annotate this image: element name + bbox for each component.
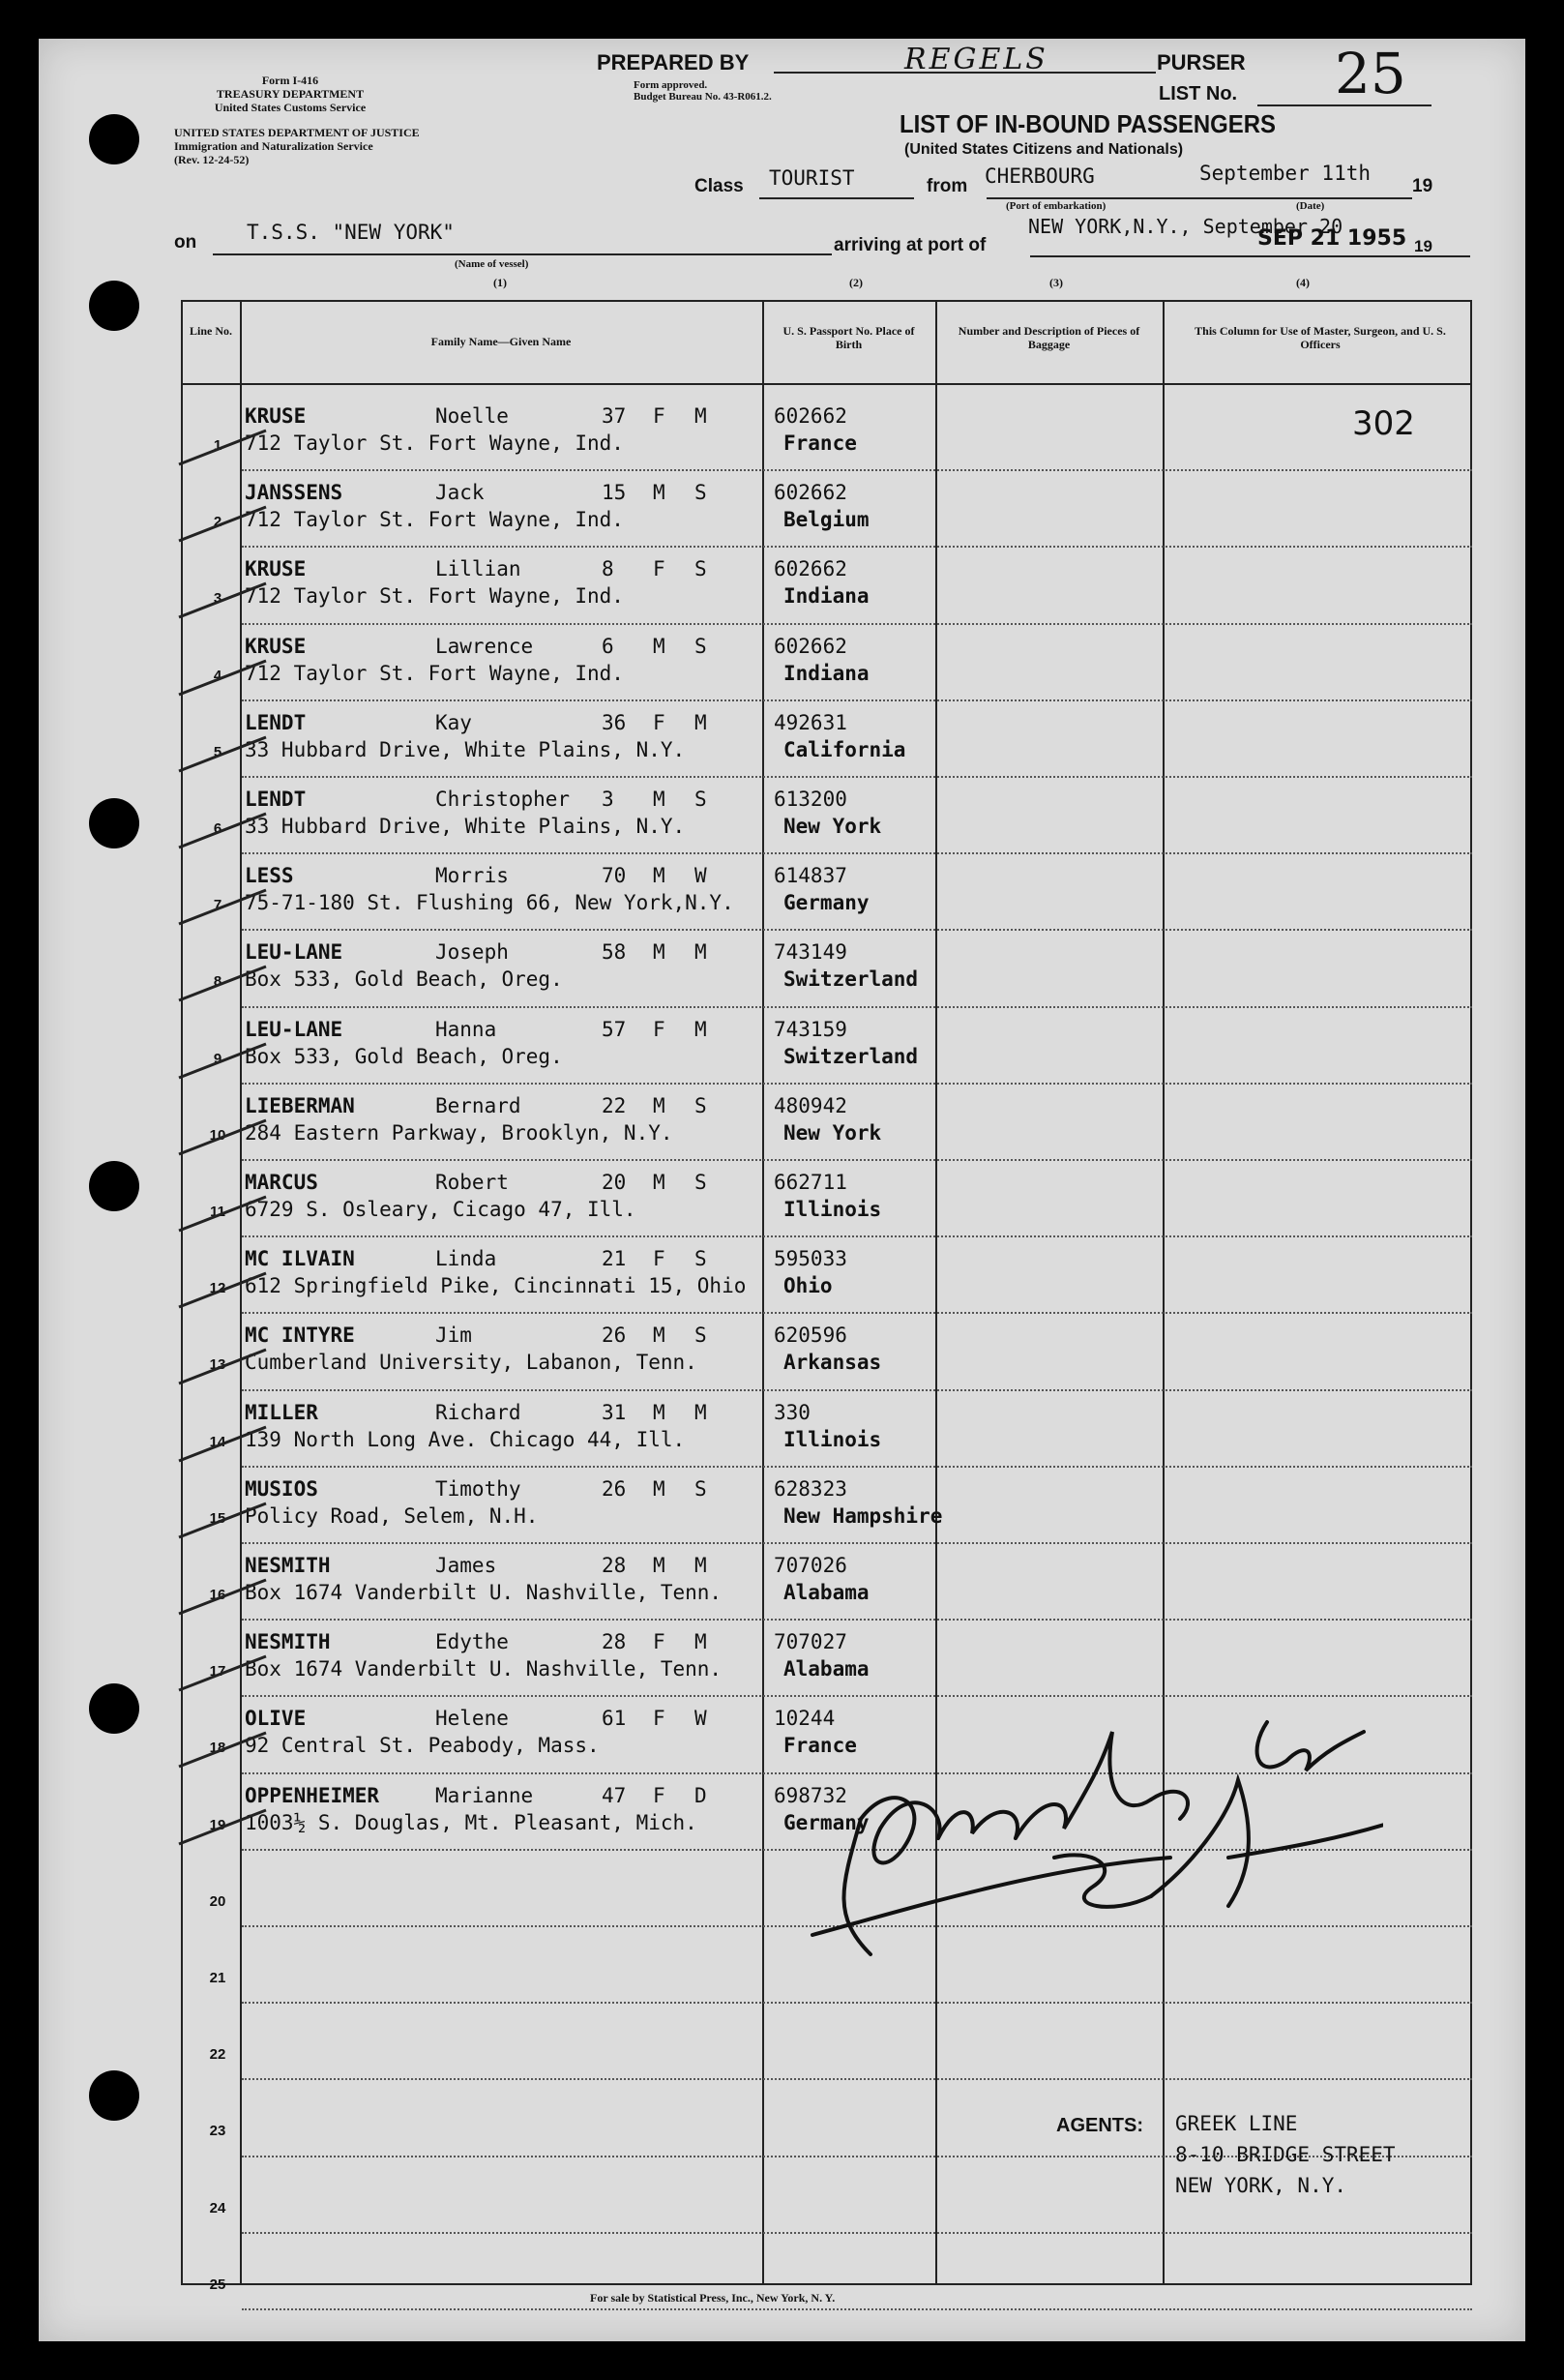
passenger-given-name: Linda (435, 1247, 497, 1271)
row-divider (242, 1312, 1472, 1314)
row-divider (242, 469, 1472, 471)
passenger-marital-status: M (694, 1630, 707, 1654)
line-number: 7 (213, 897, 222, 914)
passenger-family-name: MILLER (245, 1400, 318, 1424)
list-subtitle: (United States Citizens and Nationals) (904, 141, 1184, 158)
line-number: 8 (213, 973, 222, 991)
passenger-given-name: Hanna (435, 1017, 497, 1041)
passport-number: 10244 (774, 1707, 836, 1731)
passenger-marital-status: W (694, 1707, 707, 1731)
passenger-family-name: KRUSE (245, 634, 307, 658)
passenger-family-name: LENDT (245, 710, 307, 734)
passenger-family-name: NESMITH (245, 1630, 331, 1654)
passenger-address: Cumberland University, Labanon, Tenn. (245, 1351, 697, 1375)
passenger-sex: M (653, 634, 665, 658)
passenger-sex: F (653, 557, 665, 581)
passport-number: 707027 (774, 1630, 847, 1654)
passenger-given-name: Jack (435, 481, 485, 505)
header-line-no: Line No. (189, 324, 232, 338)
passenger-given-name: Christopher (435, 788, 571, 811)
passenger-address: Box 533, Gold Beach, Oreg. (245, 967, 563, 992)
from-label: from (927, 176, 968, 196)
passenger-age: 20 (602, 1171, 627, 1194)
punch-hole (89, 1683, 139, 1734)
row-divider (242, 623, 1472, 625)
passenger-address: 1003½ S. Douglas, Mt. Pleasant, Mich. (245, 1810, 697, 1834)
passenger-given-name: Richard (435, 1400, 521, 1424)
form-block (164, 74, 416, 114)
handwritten-signature (803, 1674, 1383, 1964)
passenger-age: 36 (602, 710, 627, 734)
line-number: 2 (213, 514, 222, 531)
place-of-birth: Switzerland (783, 967, 919, 992)
line-number: 12 (209, 1280, 226, 1297)
passenger-sex: M (653, 1554, 665, 1577)
place-of-birth: Indiana (783, 661, 870, 685)
passport-number: 628323 (774, 1476, 847, 1501)
prepared-by-label: PREPARED BY (597, 50, 750, 74)
check-mark-icon (174, 1096, 271, 1164)
row-divider (242, 2002, 1472, 2004)
line-number: 10 (209, 1126, 226, 1144)
year-label: 19 (1412, 176, 1433, 196)
passenger-sex: F (653, 1707, 665, 1731)
passenger-age: 70 (602, 864, 627, 888)
line-number: 16 (209, 1587, 226, 1603)
passenger-age: 58 (602, 940, 627, 965)
col-num-3: (3) (1049, 276, 1063, 289)
punch-hole (89, 114, 139, 164)
agent-city: NEW YORK, N.Y. (1175, 2174, 1347, 2197)
punch-hole (89, 1161, 139, 1211)
line-number: 22 (209, 2046, 226, 2064)
passenger-family-name: JANSSENS (245, 481, 343, 505)
agents-label: AGENTS: (1056, 2115, 1143, 2136)
passport-number: 620596 (774, 1324, 847, 1348)
check-mark-icon (174, 406, 271, 474)
passenger-address: Policy Road, Selem, N.H. (245, 1503, 539, 1528)
table-bottom-border (181, 2283, 1472, 2285)
col-num-4: (4) (1296, 276, 1310, 289)
place-of-birth: Germany (783, 891, 870, 915)
passenger-given-name: Lillian (435, 557, 521, 581)
passenger-age: 37 (602, 404, 627, 428)
place-of-birth: Alabama (783, 1581, 870, 1604)
place-of-birth: Switzerland (783, 1044, 919, 1068)
check-mark-icon (174, 942, 271, 1010)
check-mark-icon (174, 1786, 271, 1854)
passenger-sex: M (653, 1093, 665, 1117)
line-number: 20 (209, 1892, 226, 1910)
passenger-sex: M (653, 940, 665, 965)
header-officers: This Column for Use of Master, Surgeon, and U. S. Officers (1195, 324, 1446, 351)
passenger-address: 92 Central St. Peabody, Mass. (245, 1734, 600, 1758)
printer-footer: For sale by Statistical Press, Inc., New York, N. Y. (590, 2291, 836, 2305)
passenger-sex: M (653, 1324, 665, 1348)
place-of-birth: Arkansas (783, 1351, 882, 1375)
passenger-sex: M (653, 864, 665, 888)
passenger-age: 6 (602, 634, 614, 658)
passenger-given-name: Bernard (435, 1093, 521, 1117)
line-number: 18 (209, 1740, 226, 1757)
line-number: 15 (209, 1509, 226, 1527)
on-label: on (174, 232, 197, 253)
check-mark-icon (174, 1479, 271, 1547)
form-block-justice (174, 126, 561, 166)
line-number: 11 (210, 1204, 225, 1220)
line-number: 13 (209, 1356, 226, 1374)
line-number: 21 (209, 1970, 226, 1986)
check-mark-icon (174, 1632, 271, 1700)
passenger-address: 712 Taylor St. Fort Wayne, Ind. (245, 508, 624, 532)
passenger-age: 15 (602, 481, 627, 505)
embarkation-date: September 11th (1199, 162, 1372, 185)
list-no-label: LIST No. (1159, 83, 1238, 104)
passport-number: 330 (774, 1400, 811, 1424)
header-bottom-border (181, 383, 1472, 385)
passenger-marital-status: S (694, 1247, 707, 1271)
arrival-underline (1030, 255, 1470, 257)
passenger-age: 28 (602, 1630, 627, 1654)
passenger-given-name: Jim (435, 1324, 472, 1348)
passenger-marital-status: M (694, 710, 707, 734)
row-divider (242, 699, 1472, 701)
header-passport: U. S. Passport No. Place of Birth (782, 324, 915, 351)
passenger-marital-status: M (694, 1554, 707, 1577)
place-of-birth: Illinois (783, 1198, 882, 1221)
passenger-marital-status: S (694, 1324, 707, 1348)
row-divider (242, 546, 1472, 548)
passenger-address: 75-71-180 St. Flushing 66, New York,N.Y. (245, 891, 734, 915)
vessel-name: T.S.S. "NEW YORK" (247, 221, 455, 244)
passenger-family-name: MARCUS (245, 1171, 318, 1194)
punch-hole (89, 798, 139, 848)
passenger-family-name: KRUSE (245, 404, 307, 428)
row-divider (242, 1389, 1472, 1391)
vessel-caption: (Name of vessel) (455, 258, 529, 270)
list-title: LIST OF IN-BOUND PASSENGERS (900, 109, 1276, 138)
check-mark-icon (174, 637, 271, 704)
place-of-birth: New York (783, 815, 882, 838)
passport-number: 662711 (774, 1171, 847, 1194)
place-of-birth: New Hampshire (783, 1503, 943, 1528)
passenger-sex: F (653, 1247, 665, 1271)
passenger-age: 57 (602, 1017, 627, 1041)
passenger-given-name: Timothy (435, 1476, 521, 1501)
passenger-address: 712 Taylor St. Fort Wayne, Ind. (245, 431, 624, 455)
passport-number: 602662 (774, 481, 847, 505)
passenger-marital-status: S (694, 1171, 707, 1194)
passenger-age: 26 (602, 1476, 627, 1501)
passenger-sex: F (653, 710, 665, 734)
header-baggage: Number and Description of Pieces of Baggage (958, 324, 1140, 351)
check-mark-icon (174, 1403, 271, 1471)
dept-treasury-sub: United States Customs Service (214, 101, 367, 114)
passport-number: 602662 (774, 404, 847, 428)
row-divider (242, 929, 1472, 931)
passenger-sex: M (653, 1400, 665, 1424)
dept-justice-sub: Immigration and Naturalization Service (174, 139, 373, 153)
passenger-given-name: James (435, 1554, 497, 1577)
passenger-marital-status: S (694, 481, 707, 505)
place-of-birth: New York (783, 1120, 882, 1145)
passenger-family-name: MUSIOS (245, 1476, 318, 1501)
passenger-marital-status: S (694, 557, 707, 581)
passenger-address: 6729 S. Osleary, Cicago 47, Ill. (245, 1198, 636, 1221)
col-num-2: (2) (849, 276, 863, 289)
passenger-family-name: LESS (245, 864, 294, 888)
passport-number: 707026 (774, 1554, 847, 1577)
passenger-family-name: OLIVE (245, 1707, 307, 1731)
passport-number: 698732 (774, 1783, 847, 1807)
passenger-marital-status: M (694, 1017, 707, 1041)
vessel-underline (213, 253, 832, 255)
passenger-marital-status: S (694, 788, 707, 811)
passenger-family-name: NESMITH (245, 1554, 331, 1577)
passenger-address: 712 Taylor St. Fort Wayne, Ind. (245, 661, 624, 685)
baggage-divider (1163, 300, 1165, 2283)
passenger-given-name: Morris (435, 864, 509, 888)
form-number: Form I-416 (261, 74, 319, 87)
passenger-given-name: Kay (435, 710, 472, 734)
line-number: 23 (209, 2123, 226, 2140)
passenger-marital-status: M (694, 404, 707, 428)
budget-bureau-line: Budget Bureau No. 43-R061.2. (634, 91, 772, 103)
row-divider (242, 2078, 1472, 2080)
passenger-age: 61 (602, 1707, 627, 1731)
passenger-family-name: LIEBERMAN (245, 1093, 355, 1117)
agent-street: 8-10 BRIDGE STREET (1175, 2143, 1396, 2166)
passenger-given-name: Marianne (435, 1783, 534, 1807)
port-of-embarkation: CHERBOURG (985, 164, 1095, 188)
check-mark-icon (174, 1556, 271, 1623)
table-top-border (181, 300, 1472, 302)
line-number: 19 (209, 1816, 226, 1833)
dept-justice: UNITED STATES DEPARTMENT OF JUSTICE (174, 126, 420, 139)
line-number: 9 (213, 1050, 222, 1067)
place-of-birth: France (783, 431, 857, 455)
passenger-marital-status: M (694, 1400, 707, 1424)
passenger-address: Box 1674 Vanderbilt U. Nashville, Tenn. (245, 1581, 723, 1604)
line-number: 6 (213, 820, 222, 837)
passport-number: 743159 (774, 1017, 847, 1041)
port-caption: (Port of embarkation) (1006, 200, 1107, 212)
passenger-age: 22 (602, 1093, 627, 1117)
passenger-sex: M (653, 1476, 665, 1501)
passenger-sex: F (653, 1783, 665, 1807)
check-mark-icon (174, 866, 271, 934)
passenger-age: 8 (602, 557, 614, 581)
dept-treasury: TREASURY DEPARTMENT (216, 87, 365, 101)
place-of-birth: Indiana (783, 584, 870, 609)
row-divider (242, 1006, 1472, 1008)
passenger-given-name: Robert (435, 1171, 509, 1194)
row-divider (242, 2308, 1472, 2310)
passenger-sex: M (653, 788, 665, 811)
date-caption: (Date) (1296, 200, 1325, 212)
check-mark-icon (174, 713, 271, 781)
class-label: Class (694, 176, 744, 196)
passenger-family-name: MC INTYRE (245, 1324, 355, 1348)
passport-number: 602662 (774, 634, 847, 658)
passenger-marital-status: S (694, 1476, 707, 1501)
passenger-marital-status: S (694, 1093, 707, 1117)
row-divider (242, 1466, 1472, 1468)
passenger-family-name: LEU-LANE (245, 940, 343, 965)
class-value: TOURIST (769, 166, 855, 190)
row-divider (242, 2232, 1472, 2234)
passenger-age: 31 (602, 1400, 627, 1424)
line-number: 4 (213, 667, 222, 684)
form-revision: (Rev. 12-24-52) (174, 153, 250, 166)
passenger-age: 26 (602, 1324, 627, 1348)
arrival-date-stamp: SEP 21 1955 (1257, 226, 1407, 251)
row-divider (242, 1083, 1472, 1085)
check-mark-icon (174, 1020, 271, 1087)
passenger-given-name: Helene (435, 1707, 509, 1731)
passenger-given-name: Edythe (435, 1630, 509, 1654)
passport-number: 743149 (774, 940, 847, 965)
line-number: 5 (213, 743, 222, 760)
check-mark-icon (174, 1325, 271, 1393)
preparer-signature: REGELS (904, 43, 1048, 76)
row-divider (242, 1619, 1472, 1621)
passenger-sex: F (653, 404, 665, 428)
passenger-age: 47 (602, 1783, 627, 1807)
punch-hole (89, 281, 139, 331)
passenger-address: 284 Eastern Parkway, Brooklyn, N.Y. (245, 1120, 673, 1145)
place-of-birth: Alabama (783, 1657, 870, 1681)
check-mark-icon (174, 1249, 271, 1317)
arrival-port: NEW YORK,N.Y., September 20 (1028, 215, 1343, 238)
passenger-given-name: Lawrence (435, 634, 534, 658)
row-divider (242, 776, 1472, 778)
row-divider (242, 852, 1472, 854)
purser-label: PURSER (1157, 50, 1246, 74)
line-number: 17 (209, 1663, 226, 1681)
passport-number: 480942 (774, 1093, 847, 1117)
passenger-sex: M (653, 481, 665, 505)
row-divider (242, 1159, 1472, 1161)
officer-number: 302 (1352, 404, 1415, 443)
passport-divider (935, 300, 937, 2283)
passenger-address: Box 533, Gold Beach, Oreg. (245, 1044, 563, 1068)
check-mark-icon (174, 483, 271, 550)
approval-line: Form approved. (634, 79, 708, 91)
passenger-age: 21 (602, 1247, 627, 1271)
passenger-marital-status: D (694, 1783, 707, 1807)
check-mark-icon (174, 1709, 271, 1776)
passenger-age: 28 (602, 1554, 627, 1577)
passenger-family-name: MC ILVAIN (245, 1247, 355, 1271)
check-mark-icon (174, 559, 271, 627)
passport-number: 614837 (774, 864, 847, 888)
passenger-address: 712 Taylor St. Fort Wayne, Ind. (245, 584, 624, 609)
line-number: 3 (213, 590, 222, 608)
place-of-birth: Belgium (783, 508, 870, 532)
passport-number: 602662 (774, 557, 847, 581)
agent-name: GREEK LINE (1175, 2112, 1298, 2135)
passenger-age: 3 (602, 788, 614, 811)
row-divider (242, 1235, 1472, 1237)
passport-number: 613200 (774, 788, 847, 811)
name-divider (762, 300, 764, 2283)
passenger-address: Box 1674 Vanderbilt U. Nashville, Tenn. (245, 1657, 723, 1681)
passenger-given-name: Joseph (435, 940, 509, 965)
line-number: 1 (213, 437, 222, 454)
check-mark-icon (174, 1173, 271, 1240)
table-right-border (1470, 300, 1472, 2283)
passenger-address: 33 Hubbard Drive, White Plains, N.Y. (245, 815, 686, 838)
passenger-family-name: LEU-LANE (245, 1017, 343, 1041)
class-underline (759, 197, 914, 199)
place-of-birth: Illinois (783, 1427, 882, 1451)
passport-number: 595033 (774, 1247, 847, 1271)
arrival-year-label: 19 (1414, 237, 1432, 255)
arriving-label: arriving at port of (834, 235, 987, 255)
row-divider (242, 1542, 1472, 1544)
header-name: Family Name—Given Name (430, 335, 572, 348)
punch-hole (89, 2070, 139, 2121)
passenger-address: 33 Hubbard Drive, White Plains, N.Y. (245, 737, 686, 761)
passenger-marital-status: W (694, 864, 707, 888)
passenger-sex: F (653, 1630, 665, 1654)
line-number: 24 (209, 2199, 226, 2216)
passenger-family-name: LENDT (245, 788, 307, 811)
place-of-birth: Ohio (783, 1274, 833, 1298)
passenger-address: 612 Springfield Pike, Cincinnati 15, Ohio (245, 1274, 747, 1298)
passport-number: 492631 (774, 710, 847, 734)
line-number: 14 (209, 1433, 226, 1450)
passenger-marital-status: M (694, 940, 707, 965)
passenger-marital-status: S (694, 634, 707, 658)
place-of-birth: California (783, 737, 906, 761)
check-mark-icon (174, 789, 271, 857)
passenger-family-name: KRUSE (245, 557, 307, 581)
form-approval (634, 79, 772, 103)
passenger-sex: F (653, 1017, 665, 1041)
line-number: 25 (209, 2276, 226, 2293)
passenger-sex: M (653, 1171, 665, 1194)
passenger-address: 139 North Long Ave. Chicago 44, Ill. (245, 1427, 686, 1451)
col-num-1: (1) (493, 276, 507, 289)
passenger-family-name: OPPENHEIMER (245, 1783, 380, 1807)
list-number: 25 (1335, 41, 1406, 106)
place-of-birth: France (783, 1734, 857, 1758)
place-of-birth: Germany (783, 1810, 870, 1834)
passenger-given-name: Noelle (435, 404, 509, 428)
